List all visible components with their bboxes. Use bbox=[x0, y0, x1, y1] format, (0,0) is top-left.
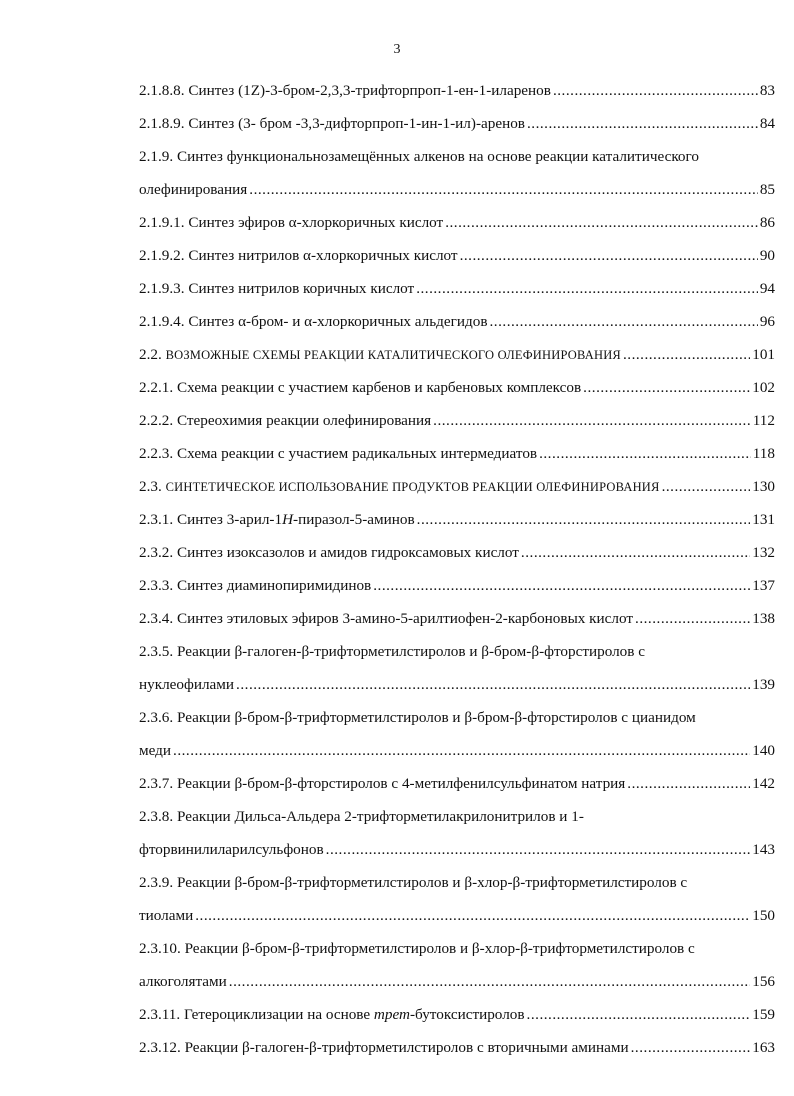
toc-page: 101 bbox=[752, 346, 775, 363]
toc-page: 132 bbox=[752, 544, 775, 561]
toc-page: 102 bbox=[752, 379, 775, 396]
toc-entry-2-3-4[interactable]: 2.3.4. Синтез этиловых эфиров 3-амино-5-арилтиофен-2-карбоновых кислот ..... 138 bbox=[139, 595, 775, 628]
leader-dots bbox=[236, 676, 750, 694]
toc-entry-2-2-1[interactable]: 2.2.1. Схема реакции с участием карбенов и карбеновых комплексов ..... 102 bbox=[139, 364, 775, 397]
toc-page: 86 bbox=[759, 214, 775, 231]
leader-dots bbox=[460, 247, 758, 265]
leader-dots bbox=[583, 379, 750, 397]
leader-dots bbox=[553, 82, 758, 100]
toc-entry-2-3-3[interactable]: 2.3.3. Синтез диаминопиримидинов ..... 137 bbox=[139, 562, 775, 595]
leader-dots bbox=[539, 445, 751, 463]
leader-dots bbox=[326, 841, 751, 859]
toc-entry-2-3-12[interactable]: 2.3.12. Реакции β-галоген-β-трифторметилстиролов с вторичными аминами ..... 163 bbox=[139, 1024, 775, 1057]
toc-page: 143 bbox=[752, 841, 775, 858]
toc-entry-2-1-9-cont[interactable]: олефинирования ..... 85 bbox=[139, 166, 775, 199]
toc-entry-2-2[interactable]: 2.2. ВОЗМОЖНЫЕ СХЕМЫ РЕАКЦИИ КАТАЛИТИЧЕСКОГО ОЛЕФИНИРОВАНИЯ ..... 101 bbox=[139, 331, 775, 364]
toc-page: 139 bbox=[752, 676, 775, 693]
toc-entry-2-1-9-4[interactable]: 2.1.9.4. Синтез α-бром- и α-хлоркоричных альдегидов ..... 96 bbox=[139, 298, 775, 331]
toc-entry-2-3-1[interactable]: 2.3.1. Синтез 3-арил-1H-пиразол-5-аминов ..... 131 bbox=[139, 496, 775, 529]
toc-page: 96 bbox=[759, 313, 775, 330]
leader-dots bbox=[416, 280, 758, 298]
leader-dots bbox=[229, 973, 750, 991]
toc-entry-2-3-10-cont[interactable]: алкоголятами ..... 156 bbox=[139, 958, 775, 991]
toc-entry-2-1-8-8[interactable]: 2.1.8.8. Синтез (1Z)-3-бром-2,3,3-трифторпроп-1-ен-1-иларенов ..... 83 bbox=[139, 67, 775, 100]
toc-page: 112 bbox=[752, 412, 775, 429]
toc-entry-2-3-8-cont[interactable]: фторвинилиларилсульфонов ..... 143 bbox=[139, 826, 775, 859]
toc-page: 85 bbox=[759, 181, 775, 198]
toc-entry-2-3-11[interactable]: 2.3.11. Гетероциклизации на основе трет-бутоксистиролов ..... 159 bbox=[139, 991, 775, 1024]
leader-dots bbox=[527, 1006, 751, 1024]
toc-page: 131 bbox=[752, 511, 775, 528]
leader-dots bbox=[527, 115, 758, 133]
toc-page: 140 bbox=[752, 742, 775, 759]
toc-entry-2-1-9[interactable]: 2.1.9. Синтез функциональнозамещённых алкенов на основе реакции каталитического bbox=[139, 148, 699, 165]
toc-page: 137 bbox=[752, 577, 775, 594]
toc-entry-2-1-9-1[interactable]: 2.1.9.1. Синтез эфиров α-хлоркоричных кислот ..... 86 bbox=[139, 199, 775, 232]
toc-page: 156 bbox=[752, 973, 775, 990]
toc-entry-2-3-5[interactable]: 2.3.5. Реакции β-галоген-β-трифторметилстиролов и β-бром-β-фторстиролов с bbox=[139, 643, 645, 660]
toc-entry-2-3-5-cont[interactable]: нуклеофилами ..... 139 bbox=[139, 661, 775, 694]
toc-page: 84 bbox=[759, 115, 775, 132]
toc-entry-2-3-6-cont[interactable]: меди ..... 140 bbox=[139, 727, 775, 760]
toc-entry-2-3-8[interactable]: 2.3.8. Реакции Дильса-Альдера 2-трифторметилакрилонитрилов и 1- bbox=[139, 808, 584, 825]
leader-dots bbox=[635, 610, 750, 628]
leader-dots bbox=[173, 742, 750, 760]
toc-page: 142 bbox=[752, 775, 775, 792]
toc-entry-2-1-9-3[interactable]: 2.1.9.3. Синтез нитрилов коричных кислот ..... 94 bbox=[139, 265, 775, 298]
toc-page: 94 bbox=[759, 280, 775, 297]
toc-page: 130 bbox=[752, 478, 775, 495]
toc-entry-2-2-2[interactable]: 2.2.2. Стереохимия реакции олефинирования ..... 112 bbox=[139, 397, 775, 430]
leader-dots bbox=[662, 478, 751, 496]
leader-dots bbox=[627, 775, 750, 793]
toc-entry-2-1-9-2[interactable]: 2.1.9.2. Синтез нитрилов α-хлоркоричных кислот ..... 90 bbox=[139, 232, 775, 265]
toc-entry-2-3-6[interactable]: 2.3.6. Реакции β-бром-β-трифторметилстиролов и β-бром-β-фторстиролов с цианидом bbox=[139, 709, 696, 726]
toc-page: 150 bbox=[752, 907, 775, 924]
toc-page: 138 bbox=[752, 610, 775, 627]
leader-dots bbox=[373, 577, 750, 595]
page-number: 3 bbox=[393, 42, 401, 57]
leader-dots bbox=[195, 907, 750, 925]
toc-entry-2-3-9-cont[interactable]: тиолами ..... 150 bbox=[139, 892, 775, 925]
toc-entry-2-3-2[interactable]: 2.3.2. Синтез изоксазолов и амидов гидроксамовых кислот ..... 132 bbox=[139, 529, 775, 562]
leader-dots bbox=[417, 511, 751, 529]
table-of-contents bbox=[139, 67, 775, 1057]
toc-page: 163 bbox=[752, 1039, 775, 1056]
toc-entry-2-3-10[interactable]: 2.3.10. Реакции β-бром-β-трифторметилстиролов и β-хлор-β-трифторметилстиролов с bbox=[139, 940, 695, 957]
toc-entry-2-3-9[interactable]: 2.3.9. Реакции β-бром-β-трифторметилстиролов и β-хлор-β-трифторметилстиролов с bbox=[139, 874, 688, 891]
leader-dots bbox=[521, 544, 750, 562]
leader-dots bbox=[249, 181, 758, 199]
toc-entry-2-3-7[interactable]: 2.3.7. Реакции β-бром-β-фторстиролов с 4-метилфенилсульфинатом натрия ..... 142 bbox=[139, 760, 775, 793]
toc-entry-2-1-8-9[interactable]: 2.1.8.9. Синтез (3- бром -3,3-дифторпроп-1-ин-1-ил)-аренов ..... 84 bbox=[139, 100, 775, 133]
leader-dots bbox=[433, 412, 751, 430]
toc-page: 159 bbox=[752, 1006, 775, 1023]
leader-dots bbox=[623, 346, 750, 364]
toc-entry-2-2-3[interactable]: 2.2.3. Схема реакции с участием радикальных интермедиатов ..... 118 bbox=[139, 430, 775, 463]
leader-dots bbox=[445, 214, 758, 232]
toc-entry-2-3[interactable]: 2.3. СИНТЕТИЧЕСКОЕ ИСПОЛЬЗОВАНИЕ ПРОДУКТОВ РЕАКЦИИ ОЛЕФИНИРОВАНИЯ ..... 130 bbox=[139, 463, 775, 496]
toc-page: 118 bbox=[752, 445, 775, 462]
leader-dots bbox=[631, 1039, 751, 1057]
leader-dots bbox=[490, 313, 758, 331]
toc-page: 83 bbox=[759, 82, 775, 99]
toc-page: 90 bbox=[759, 247, 775, 264]
